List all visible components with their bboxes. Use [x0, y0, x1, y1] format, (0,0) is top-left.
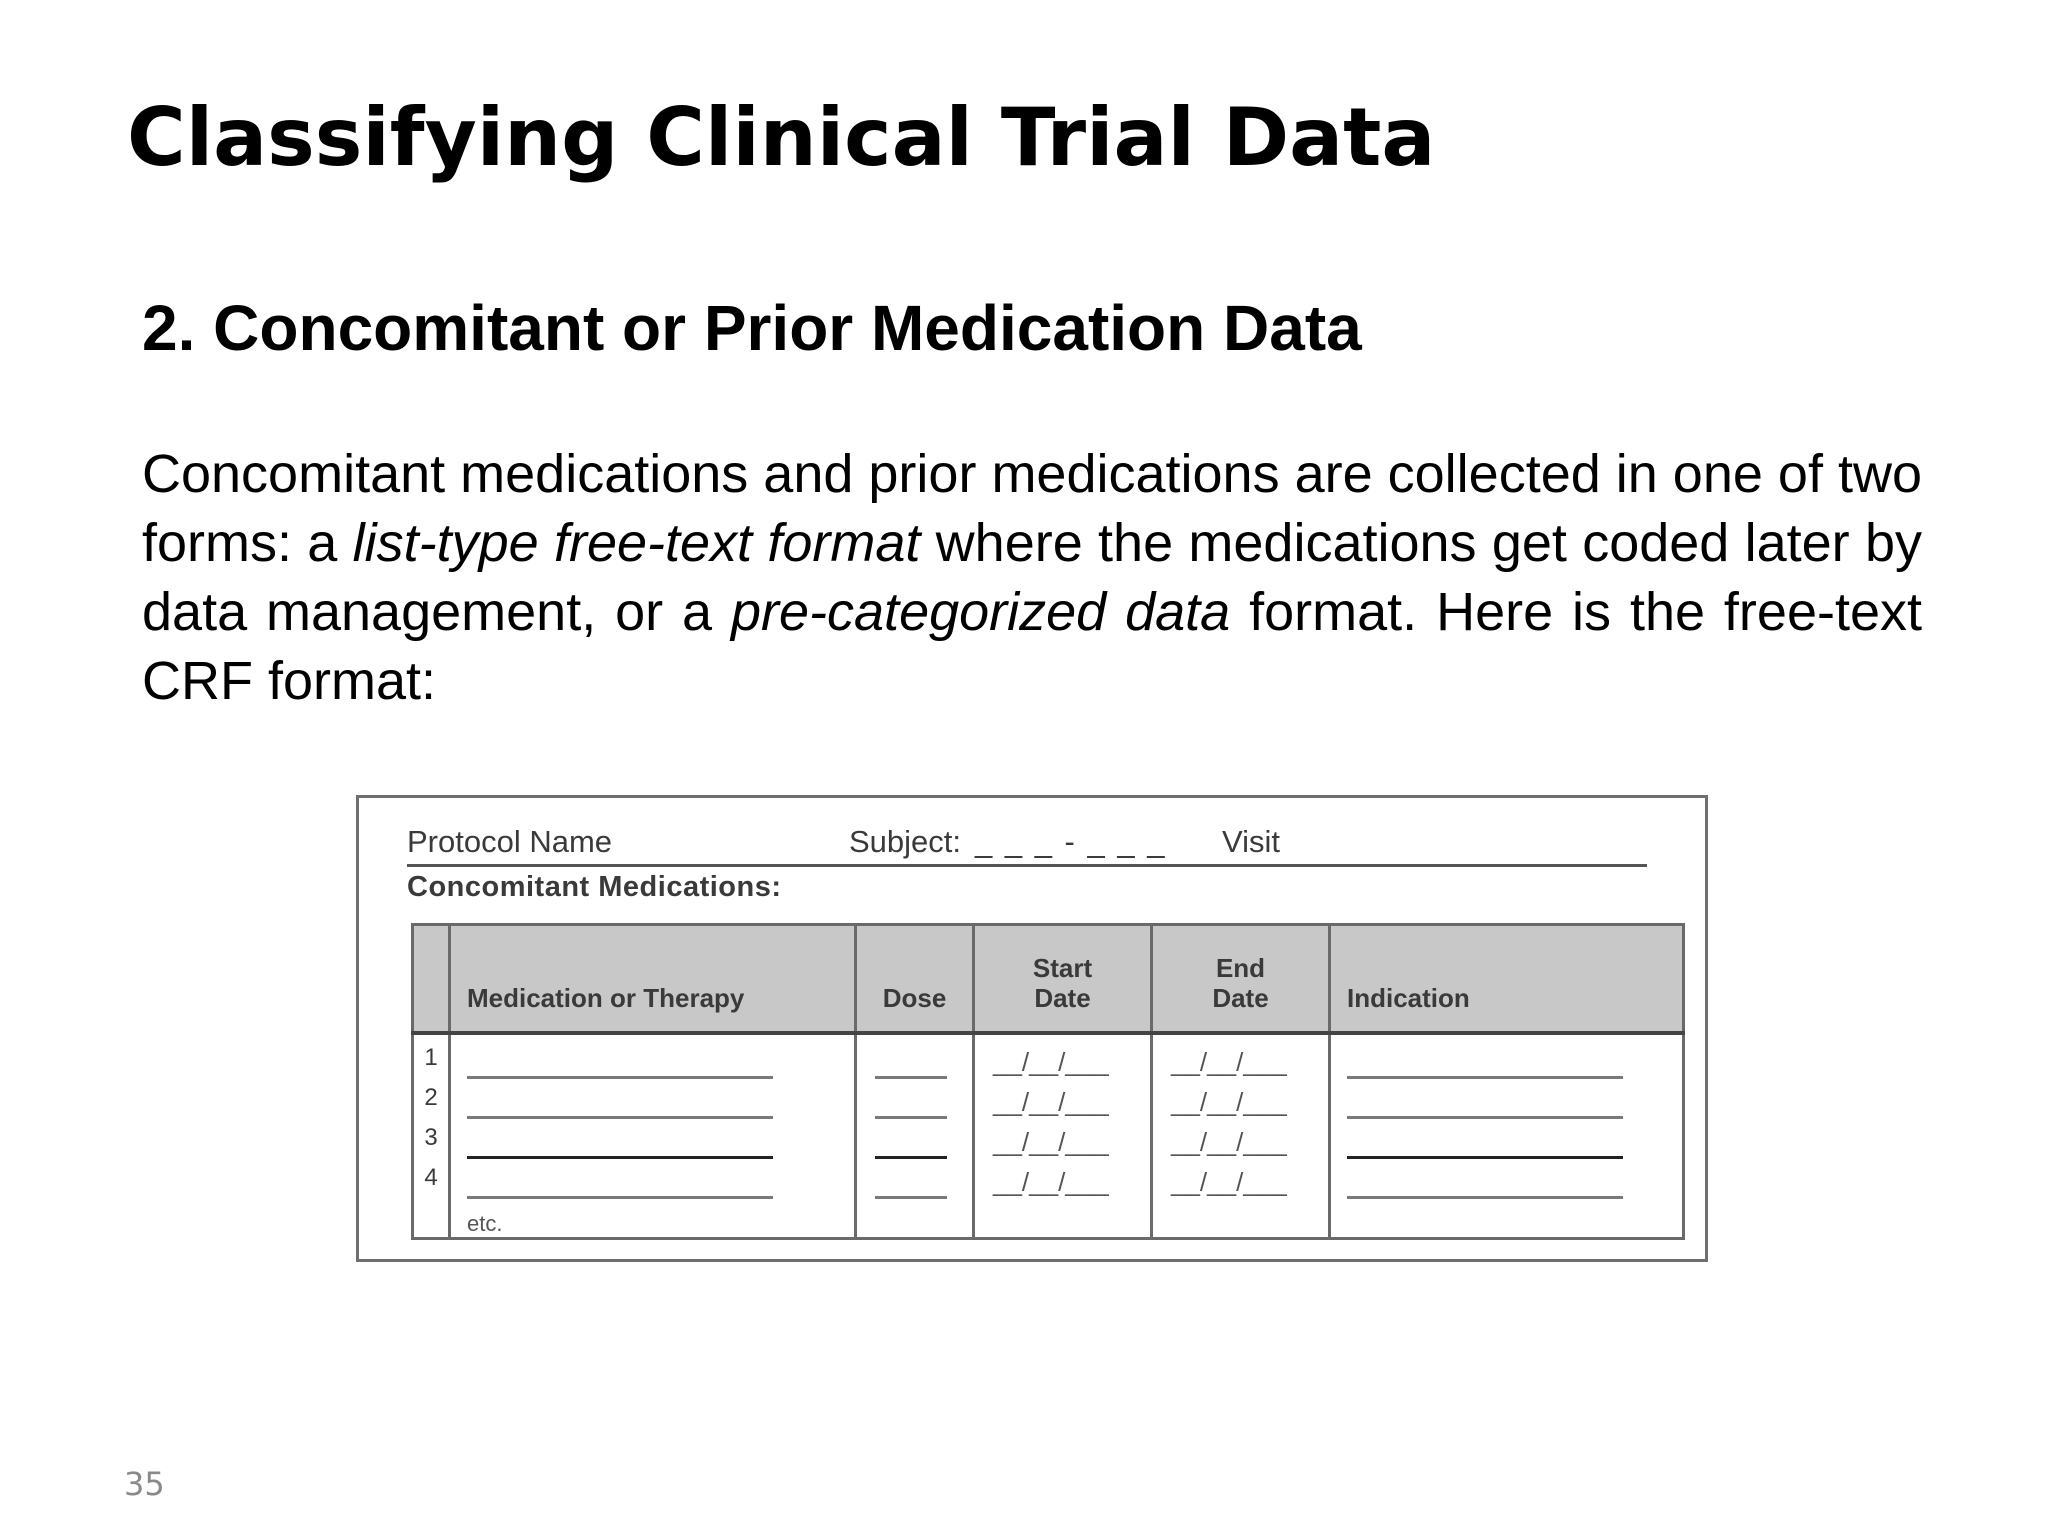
- start-date-blank: [975, 1126, 1150, 1169]
- protocol-name-label: Protocol Name: [407, 824, 613, 859]
- row-number-header: [413, 925, 450, 1033]
- body-text-italic-2: pre-categorized data: [731, 582, 1231, 642]
- page-number: 35: [124, 1465, 165, 1503]
- concomitant-medications-label: Concomitant Medications:: [407, 871, 782, 903]
- indication-blank: [1331, 1129, 1682, 1169]
- indication-blanks-cell: [1330, 1033, 1684, 1239]
- body-text-italic-1: list-type free-text format: [352, 513, 921, 573]
- indication-blank: [1331, 1049, 1682, 1089]
- body-text-part-1: Concomitant medications and prior medications are collected in one of two forms: a: [142, 444, 1922, 573]
- dose-column-header: Dose: [856, 925, 974, 1033]
- end-date-blank-text: __/__/___: [1171, 1166, 1287, 1197]
- visit-label: Visit: [1222, 824, 1281, 859]
- slide-title: Classifying Clinical Trial Data: [127, 91, 1436, 184]
- body-text-part-2: where the medications get coded later by data management, or a: [142, 513, 1922, 642]
- medication-blank: [451, 1169, 854, 1209]
- dose-blank: [857, 1089, 972, 1129]
- dose-blank: [857, 1049, 972, 1089]
- end-date-blank-text: __/__/___: [1171, 1126, 1287, 1157]
- row-number: 2: [424, 1083, 438, 1111]
- body-text-part-3: format. Here is the free-text CRF format:: [142, 582, 1922, 711]
- end-date-blank: [1153, 1046, 1328, 1089]
- start-date-header-line-2: Date: [1034, 982, 1091, 1013]
- start-date-column-header: [974, 925, 1152, 1033]
- start-date-blanks-cell: [974, 1033, 1152, 1239]
- subject-id-blank: _ _ _ - _ _ _: [975, 824, 1167, 859]
- table-row: [413, 1033, 1684, 1239]
- dose-blank: [857, 1129, 972, 1169]
- medication-blank: [451, 1089, 854, 1129]
- end-date-header-line-2: Date: [1212, 982, 1269, 1013]
- indication-blank: [1331, 1169, 1682, 1209]
- medication-blanks-cell: [450, 1033, 856, 1239]
- indication-blank: [1331, 1089, 1682, 1129]
- row-number: 3: [424, 1123, 438, 1151]
- medication-column-header: Medication or Therapy: [450, 925, 856, 1033]
- body-paragraph: [142, 440, 1922, 716]
- start-date-blank-text: __/__/___: [993, 1126, 1109, 1157]
- start-date-blank-text: __/__/___: [993, 1086, 1109, 1117]
- start-date-blank: [975, 1086, 1150, 1129]
- crf-header-row: [407, 824, 1647, 867]
- start-date-header-line-1: Start: [1032, 952, 1093, 983]
- start-date-blank: [975, 1046, 1150, 1089]
- end-date-column-header: [1152, 925, 1330, 1033]
- end-date-blank: [1153, 1166, 1328, 1209]
- start-date-blank-text: __/__/___: [993, 1166, 1109, 1197]
- indication-column-header: Indication: [1330, 925, 1684, 1033]
- end-date-blank: [1153, 1086, 1328, 1129]
- end-date-blank-text: __/__/___: [1171, 1086, 1287, 1117]
- end-date-blanks-cell: [1152, 1033, 1330, 1239]
- etc-label: etc.: [467, 1210, 503, 1236]
- end-date-header-line-1: End: [1215, 952, 1266, 983]
- dose-blanks-cell: [856, 1033, 974, 1239]
- start-date-blank-text: __/__/___: [993, 1046, 1109, 1077]
- crf-form-figure: [356, 795, 1708, 1262]
- medication-blank: [451, 1049, 854, 1089]
- end-date-blank: [1153, 1126, 1328, 1169]
- subject-label: Subject:: [849, 824, 962, 859]
- table-header-row: [413, 925, 1684, 1033]
- section-heading: 2. Concomitant or Prior Medication Data: [142, 292, 1362, 364]
- medication-blank: [451, 1129, 854, 1169]
- row-number: 1: [424, 1043, 438, 1071]
- row-number: 4: [424, 1163, 438, 1191]
- dose-blank: [857, 1169, 972, 1209]
- medication-table: [411, 923, 1685, 1240]
- start-date-blank: [975, 1166, 1150, 1209]
- end-date-blank-text: __/__/___: [1171, 1046, 1287, 1077]
- row-numbers-cell: [413, 1033, 450, 1239]
